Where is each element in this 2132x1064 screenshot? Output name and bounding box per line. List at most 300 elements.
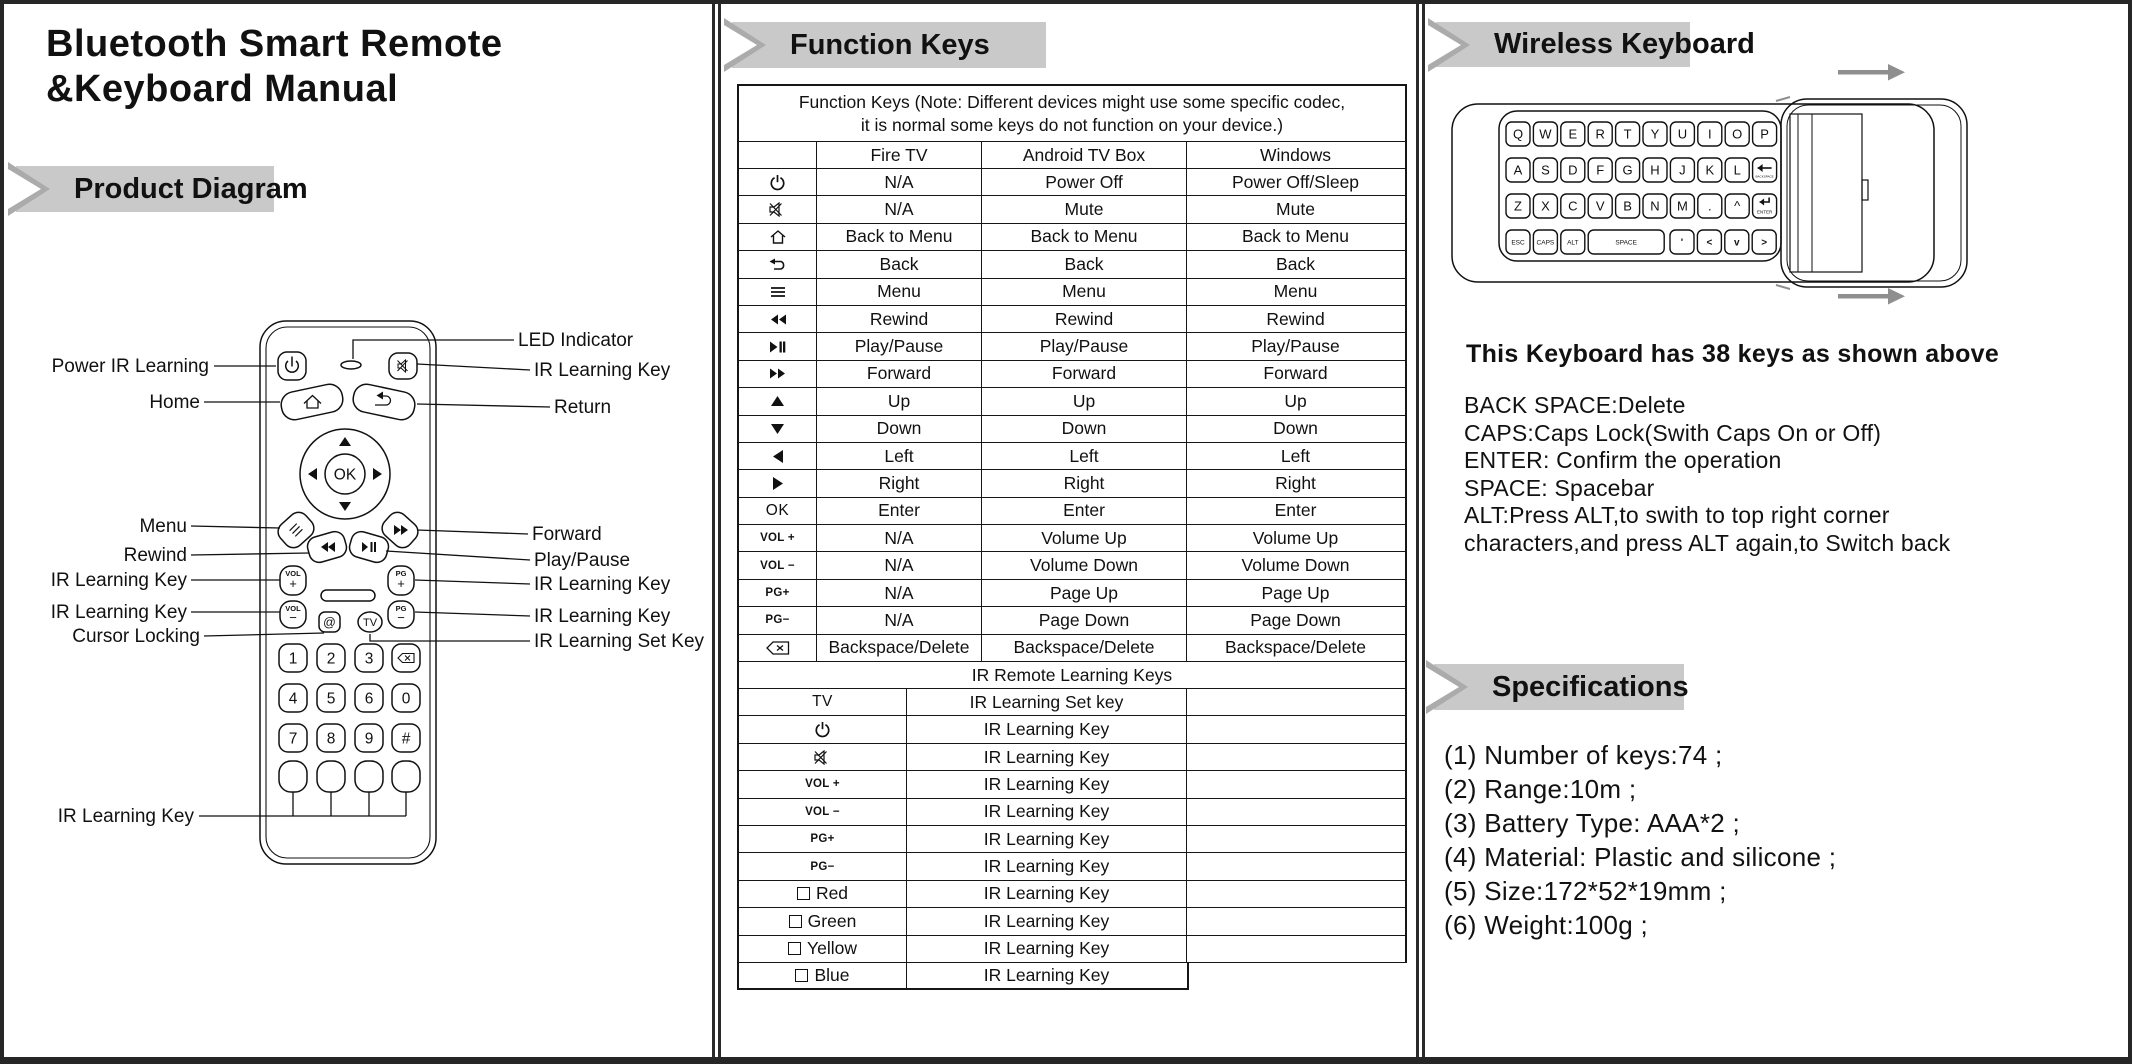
table-value: IR Learning Key bbox=[906, 881, 1186, 907]
table-value: Up bbox=[816, 388, 981, 414]
mute-icon bbox=[813, 750, 832, 765]
key-icon-cell bbox=[739, 498, 816, 524]
note-line: Function Keys (Note: Different devices might use some specific codec, bbox=[798, 91, 1346, 112]
table-value: Play/Pause bbox=[1186, 333, 1404, 359]
title-line-2: &Keyboard Manual bbox=[46, 68, 399, 110]
key-icon-cell bbox=[739, 963, 906, 988]
callout-label: IR Learning Key bbox=[534, 360, 671, 381]
note-line: characters,and press ALT again,to Switch back bbox=[1464, 529, 1951, 556]
table-value: Backspace/Delete bbox=[981, 635, 1186, 661]
play-pause-icon bbox=[362, 542, 376, 552]
table-value: Page Up bbox=[981, 580, 1186, 606]
table-value: Back bbox=[816, 251, 981, 277]
kb-key-label: D bbox=[1568, 162, 1578, 178]
note-line: SPACE: Spacebar bbox=[1464, 474, 1655, 501]
key-icon-cell bbox=[739, 635, 816, 661]
key-icon-cell bbox=[739, 416, 816, 442]
callout-label: Power IR Learning bbox=[51, 356, 209, 377]
table-value: Play/Pause bbox=[981, 333, 1186, 359]
callout-label: Forward bbox=[532, 524, 602, 545]
table-value: IR Learning Key bbox=[906, 853, 1186, 879]
table-row bbox=[737, 306, 1407, 333]
table-value: IR Learning Key bbox=[906, 963, 1186, 988]
table-row bbox=[737, 388, 1407, 415]
key-icon-cell bbox=[739, 908, 906, 934]
callout-label: Rewind bbox=[123, 545, 187, 566]
slide-arrow-top bbox=[1838, 70, 1888, 75]
slide-arrow-bottom bbox=[1838, 294, 1888, 299]
table-value: Enter bbox=[816, 498, 981, 524]
key-label: Red bbox=[815, 883, 849, 904]
pg-label: PG bbox=[395, 604, 407, 613]
home-key bbox=[279, 382, 345, 422]
left-icon bbox=[773, 450, 783, 463]
table-value: Left bbox=[1186, 443, 1404, 469]
kb-key-label: Q bbox=[1512, 126, 1524, 142]
key-icon-cell bbox=[739, 169, 816, 195]
key-icon-cell bbox=[739, 279, 816, 305]
table-row bbox=[737, 826, 1407, 853]
minus-label: − bbox=[289, 610, 297, 625]
kb-key-label: F bbox=[1596, 162, 1605, 178]
led-indicator bbox=[341, 361, 361, 369]
kb-key-label: ENTER bbox=[1756, 209, 1773, 215]
table-value: IR Learning Key bbox=[906, 716, 1186, 742]
table-row bbox=[737, 607, 1407, 634]
rewind-icon bbox=[769, 314, 787, 325]
kb-key-label: G bbox=[1622, 162, 1633, 178]
learning-blank-key bbox=[392, 761, 420, 792]
menu-icon bbox=[290, 524, 303, 537]
table-value: Enter bbox=[1186, 498, 1404, 524]
table-value: Up bbox=[1186, 388, 1404, 414]
keyboard-keys bbox=[1506, 122, 1777, 254]
banner-label: Product Diagram bbox=[74, 172, 308, 205]
table-value bbox=[1186, 826, 1404, 852]
table-value: Menu bbox=[1186, 279, 1404, 305]
table-value: Back to Menu bbox=[1186, 224, 1404, 250]
table-row bbox=[737, 662, 1407, 689]
table-row bbox=[737, 333, 1407, 360]
table-value: Up bbox=[981, 388, 1186, 414]
kb-key-label: K bbox=[1705, 162, 1715, 178]
kb-key-label: R bbox=[1595, 126, 1605, 142]
center-pill bbox=[321, 590, 375, 601]
plus-label: + bbox=[289, 576, 297, 591]
return-key bbox=[351, 382, 417, 422]
kb-key-label: ' bbox=[1680, 237, 1684, 249]
kb-key-label: CAPS bbox=[1536, 239, 1555, 247]
kb-key-label: V bbox=[1595, 198, 1605, 214]
tv-label: TV bbox=[362, 617, 378, 629]
table-row bbox=[737, 552, 1407, 579]
table-value: Right bbox=[981, 470, 1186, 496]
callout-label: Play/Pause bbox=[534, 550, 631, 571]
table-value: Volume Up bbox=[1186, 525, 1404, 551]
key-label: Yellow bbox=[807, 938, 857, 959]
callout-label: IR Learning Set Key bbox=[534, 631, 704, 652]
ir-section-title: IR Remote Learning Keys bbox=[971, 664, 1173, 685]
table-value: Back bbox=[981, 251, 1186, 277]
table-value: Mute bbox=[1186, 196, 1404, 222]
color-square-icon bbox=[788, 942, 801, 955]
up-icon bbox=[771, 396, 784, 406]
table-value: Rewind bbox=[816, 306, 981, 332]
table-value: Down bbox=[981, 416, 1186, 442]
numpad-key-label: 8 bbox=[326, 730, 336, 748]
backspace-icon bbox=[766, 641, 790, 655]
vol-label: VOL bbox=[285, 604, 301, 613]
table-value: Left bbox=[816, 443, 981, 469]
table-value: Right bbox=[1186, 470, 1404, 496]
bottom-blank-keys bbox=[279, 761, 420, 792]
table-row bbox=[737, 196, 1407, 223]
kb-key-label: ALT bbox=[1567, 239, 1579, 247]
key-icon-cell bbox=[739, 224, 816, 250]
table-value: Mute bbox=[981, 196, 1186, 222]
play-pause-icon bbox=[769, 341, 786, 353]
specifications-list bbox=[1444, 738, 1836, 942]
section-banner-product-diagram bbox=[16, 166, 308, 212]
table-row bbox=[737, 84, 1407, 142]
kb-key-label: O bbox=[1732, 126, 1743, 142]
keyboard-caption: This Keyboard has 38 keys as shown above bbox=[1466, 340, 2000, 368]
table-value: IR Learning Set key bbox=[906, 689, 1186, 715]
remote-diagram bbox=[4, 304, 704, 904]
key-icon-cell bbox=[739, 799, 906, 825]
callout-label: LED Indicator bbox=[518, 330, 634, 351]
spec-line: (3) Battery Type: AAA*2 ; bbox=[1444, 808, 1741, 838]
numpad-key-label: 1 bbox=[288, 650, 298, 668]
key-icon-cell bbox=[739, 744, 906, 770]
table-value bbox=[1186, 853, 1404, 879]
numpad-key-label: 4 bbox=[288, 690, 298, 708]
slide-arrows bbox=[1838, 64, 1905, 305]
table-row bbox=[737, 744, 1407, 771]
key-label: TV bbox=[812, 693, 833, 711]
col-header: Fire TV bbox=[816, 142, 981, 168]
table-row bbox=[737, 853, 1407, 880]
battery-door bbox=[1790, 114, 1862, 272]
power-icon bbox=[814, 721, 831, 738]
spec-line: (2) Range:10m ; bbox=[1444, 774, 1637, 804]
numpad-key-label: 2 bbox=[326, 650, 336, 668]
latch bbox=[1862, 180, 1868, 200]
kb-key-label: U bbox=[1677, 126, 1688, 142]
table-row bbox=[737, 936, 1407, 963]
keyboard-notes bbox=[1464, 392, 1950, 558]
minus-label: − bbox=[397, 610, 405, 625]
table-row bbox=[737, 416, 1407, 443]
pg-label: PG bbox=[395, 569, 407, 578]
spec-line: (1) Number of keys:74 ; bbox=[1444, 740, 1723, 770]
key-icon-cell bbox=[739, 251, 816, 277]
table-value bbox=[1186, 799, 1404, 825]
table-value: N/A bbox=[816, 580, 981, 606]
table-value: Left bbox=[981, 443, 1186, 469]
note-line: BACK SPACE:Delete bbox=[1464, 392, 1686, 418]
spec-line: (5) Size:172*52*19mm ; bbox=[1444, 876, 1727, 906]
remote-numpad bbox=[279, 644, 420, 752]
table-row bbox=[737, 525, 1407, 552]
kb-key-label: I bbox=[1707, 126, 1712, 142]
table-row bbox=[737, 580, 1407, 607]
key-icon-cell bbox=[739, 361, 816, 387]
page-title bbox=[46, 22, 502, 112]
table-row bbox=[737, 361, 1407, 388]
numpad-key-label: 6 bbox=[364, 690, 374, 708]
table-row bbox=[737, 224, 1407, 251]
table-value: Back to Menu bbox=[816, 224, 981, 250]
table-value: N/A bbox=[816, 196, 981, 222]
table-value: Enter bbox=[981, 498, 1186, 524]
key-label: PG− bbox=[765, 614, 790, 627]
table-value: N/A bbox=[816, 169, 981, 195]
home-icon bbox=[769, 229, 787, 245]
table-value: N/A bbox=[816, 607, 981, 633]
table-value bbox=[1186, 771, 1404, 797]
col-header: Windows bbox=[1186, 142, 1404, 168]
callout-label: IR Learning Key bbox=[534, 606, 671, 627]
down-icon bbox=[771, 424, 784, 434]
table-value: Rewind bbox=[981, 306, 1186, 332]
table-row bbox=[737, 443, 1407, 470]
table-value: Volume Up bbox=[981, 525, 1186, 551]
title-line-1: Bluetooth Smart Remote bbox=[46, 23, 503, 65]
table-value: Menu bbox=[816, 279, 981, 305]
table-value: Back to Menu bbox=[981, 224, 1186, 250]
down-icon bbox=[339, 502, 351, 511]
slide-cover bbox=[1781, 99, 1967, 287]
table-value bbox=[1186, 744, 1404, 770]
callout-label: Return bbox=[554, 397, 612, 418]
table-value: IR Learning Key bbox=[906, 771, 1186, 797]
note-line: CAPS:Caps Lock(Swith Caps On or Off) bbox=[1464, 419, 1882, 446]
callout-label: IR Learning Key bbox=[57, 806, 194, 827]
table-value bbox=[1186, 936, 1404, 962]
table-value: Forward bbox=[1186, 361, 1404, 387]
table-row bbox=[737, 251, 1407, 278]
table-value: IR Learning Key bbox=[906, 936, 1186, 962]
table-row bbox=[737, 635, 1407, 662]
kb-key-label: > bbox=[1761, 237, 1768, 249]
section-banner-specifications bbox=[1434, 664, 1689, 710]
table-value: Down bbox=[1186, 416, 1404, 442]
rewind-icon bbox=[321, 542, 335, 552]
kb-key-label: J bbox=[1679, 162, 1686, 178]
function-table bbox=[737, 84, 1407, 990]
table-value: Back bbox=[1186, 251, 1404, 277]
table-value: IR Learning Key bbox=[906, 826, 1186, 852]
kb-key-label: P bbox=[1760, 126, 1769, 142]
table-row bbox=[737, 689, 1407, 716]
at-label: @ bbox=[323, 615, 336, 630]
key-icon-cell bbox=[739, 470, 816, 496]
ok-label: OK bbox=[333, 466, 357, 484]
plus-label: + bbox=[397, 576, 405, 591]
key-icon-cell bbox=[739, 936, 906, 962]
table-row bbox=[737, 799, 1407, 826]
key-label: OK bbox=[765, 501, 790, 519]
delete-key-icon bbox=[398, 654, 414, 663]
table-value: Power Off bbox=[981, 169, 1186, 195]
table-value: Page Down bbox=[1186, 607, 1404, 633]
callout-label: Cursor Locking bbox=[72, 626, 200, 647]
mute-icon bbox=[398, 360, 408, 372]
key-icon-cell bbox=[739, 196, 816, 222]
right-icon bbox=[773, 477, 783, 490]
learning-blank-key bbox=[355, 761, 383, 792]
table-row bbox=[737, 771, 1407, 798]
table-row bbox=[737, 881, 1407, 908]
key-label: Blue bbox=[814, 965, 850, 986]
table-value bbox=[1186, 716, 1404, 742]
kb-key-label: < bbox=[1706, 237, 1713, 249]
numpad-key-label: 3 bbox=[364, 650, 374, 668]
key-icon-cell bbox=[739, 881, 906, 907]
note-line: ENTER: Confirm the operation bbox=[1464, 447, 1782, 474]
key-label: VOL + bbox=[760, 532, 795, 545]
table-row bbox=[737, 498, 1407, 525]
kb-key-label: S bbox=[1541, 162, 1550, 178]
learning-blank-key bbox=[279, 761, 307, 792]
kb-key-label: Y bbox=[1650, 126, 1660, 142]
table-value: N/A bbox=[816, 552, 981, 578]
key-icon-cell bbox=[739, 826, 906, 852]
table-value bbox=[1186, 881, 1404, 907]
note-line: it is normal some keys do not function on your device.) bbox=[860, 114, 1284, 135]
numpad-key-label: 5 bbox=[326, 690, 336, 708]
kb-key-label: C bbox=[1568, 198, 1578, 214]
table-row bbox=[737, 716, 1407, 743]
callout-line-bottom bbox=[199, 792, 406, 816]
spec-line: (4) Material: Plastic and silicone ; bbox=[1444, 842, 1837, 872]
table-value: Menu bbox=[981, 279, 1186, 305]
key-label: Green bbox=[807, 910, 857, 931]
kb-key-label: ESC bbox=[1511, 239, 1525, 247]
banner-label: Function Keys bbox=[790, 28, 990, 61]
table-row bbox=[737, 279, 1407, 306]
spec-line: (6) Weight:100g ; bbox=[1444, 910, 1649, 940]
col-header: Android TV Box bbox=[981, 142, 1186, 168]
table-value: Forward bbox=[816, 361, 981, 387]
table-note bbox=[739, 86, 1405, 141]
numpad-key-label: 7 bbox=[288, 730, 298, 748]
table-row bbox=[737, 963, 1189, 990]
numpad-key-label: 0 bbox=[401, 690, 411, 708]
table-row bbox=[737, 908, 1407, 935]
key-icon-cell bbox=[739, 333, 816, 359]
table-value: Power Off/Sleep bbox=[1186, 169, 1404, 195]
table-row bbox=[737, 470, 1407, 497]
callout-label: IR Learning Key bbox=[50, 570, 187, 591]
callout-label: IR Learning Key bbox=[50, 602, 187, 623]
kb-key-label: E bbox=[1568, 126, 1578, 142]
kb-key-label: X bbox=[1541, 198, 1550, 214]
table-value: IR Learning Key bbox=[906, 799, 1186, 825]
key-icon-cell bbox=[739, 552, 816, 578]
col-header bbox=[739, 142, 816, 168]
table-value: Down bbox=[816, 416, 981, 442]
kb-key-label: Z bbox=[1514, 198, 1522, 214]
back-icon bbox=[768, 258, 788, 271]
numpad-key bbox=[392, 644, 420, 672]
table-value: IR Learning Key bbox=[906, 744, 1186, 770]
kb-key-label: M bbox=[1676, 198, 1688, 214]
table-value: Rewind bbox=[1186, 306, 1404, 332]
table-value: IR Learning Key bbox=[906, 908, 1186, 934]
key-icon-cell bbox=[739, 388, 816, 414]
kb-key-label: . bbox=[1707, 198, 1712, 214]
table-value: Page Up bbox=[1186, 580, 1404, 606]
table-value: Forward bbox=[981, 361, 1186, 387]
kb-key-label: W bbox=[1539, 126, 1552, 142]
section-banner-function-keys bbox=[732, 22, 1046, 68]
table-value: N/A bbox=[816, 525, 981, 551]
key-icon-cell bbox=[739, 443, 816, 469]
key-icon-cell bbox=[739, 771, 906, 797]
up-icon bbox=[339, 437, 351, 446]
table-value: Page Down bbox=[981, 607, 1186, 633]
callout-label: Menu bbox=[139, 516, 187, 537]
color-square-icon bbox=[795, 969, 808, 982]
callout-label: Home bbox=[149, 392, 200, 413]
kb-key-label: A bbox=[1513, 162, 1523, 178]
numpad-key-label: 9 bbox=[364, 730, 374, 748]
table-value: Volume Down bbox=[1186, 552, 1404, 578]
note-line: ALT:Press ALT,to swith to top right corner bbox=[1464, 502, 1890, 529]
table-value bbox=[1186, 908, 1404, 934]
forward-icon bbox=[394, 525, 408, 535]
kb-key-label: SPACE bbox=[1615, 239, 1637, 247]
banner-label: Wireless Keyboard bbox=[1494, 28, 1755, 60]
keyboard-diagram bbox=[1424, 54, 2132, 314]
key-label: PG+ bbox=[810, 833, 835, 846]
mute-icon bbox=[768, 202, 787, 217]
color-square-icon bbox=[797, 887, 810, 900]
table-row bbox=[737, 169, 1407, 196]
left-icon bbox=[308, 468, 317, 480]
numpad-key-label: # bbox=[401, 730, 411, 748]
key-icon-cell bbox=[739, 525, 816, 551]
key-label: PG+ bbox=[765, 587, 790, 600]
kb-key-label: v bbox=[1734, 237, 1740, 249]
table-value bbox=[1186, 689, 1404, 715]
kb-key-label: T bbox=[1623, 126, 1632, 142]
callout-label: IR Learning Key bbox=[534, 574, 671, 595]
power-icon bbox=[769, 174, 786, 191]
color-square-icon bbox=[789, 915, 802, 928]
table-value: Backspace/Delete bbox=[816, 635, 981, 661]
key-icon-cell bbox=[739, 853, 906, 879]
key-icon-cell bbox=[739, 716, 906, 742]
key-label: VOL − bbox=[805, 805, 840, 818]
kb-key-label: B bbox=[1623, 198, 1632, 214]
banner-label: Specifications bbox=[1492, 670, 1689, 703]
forward-icon bbox=[769, 368, 787, 379]
key-label: VOL − bbox=[760, 559, 795, 572]
vol-label: VOL bbox=[285, 569, 301, 578]
kb-key-label: L bbox=[1733, 162, 1741, 178]
right-icon bbox=[373, 468, 382, 480]
panel-divider-1 bbox=[712, 4, 721, 1057]
key-icon-cell bbox=[739, 580, 816, 606]
learning-blank-key bbox=[317, 761, 345, 792]
kb-key-label: H bbox=[1650, 162, 1660, 178]
key-icon-cell bbox=[739, 306, 816, 332]
table-value: Play/Pause bbox=[816, 333, 981, 359]
key-icon-cell bbox=[739, 607, 816, 633]
